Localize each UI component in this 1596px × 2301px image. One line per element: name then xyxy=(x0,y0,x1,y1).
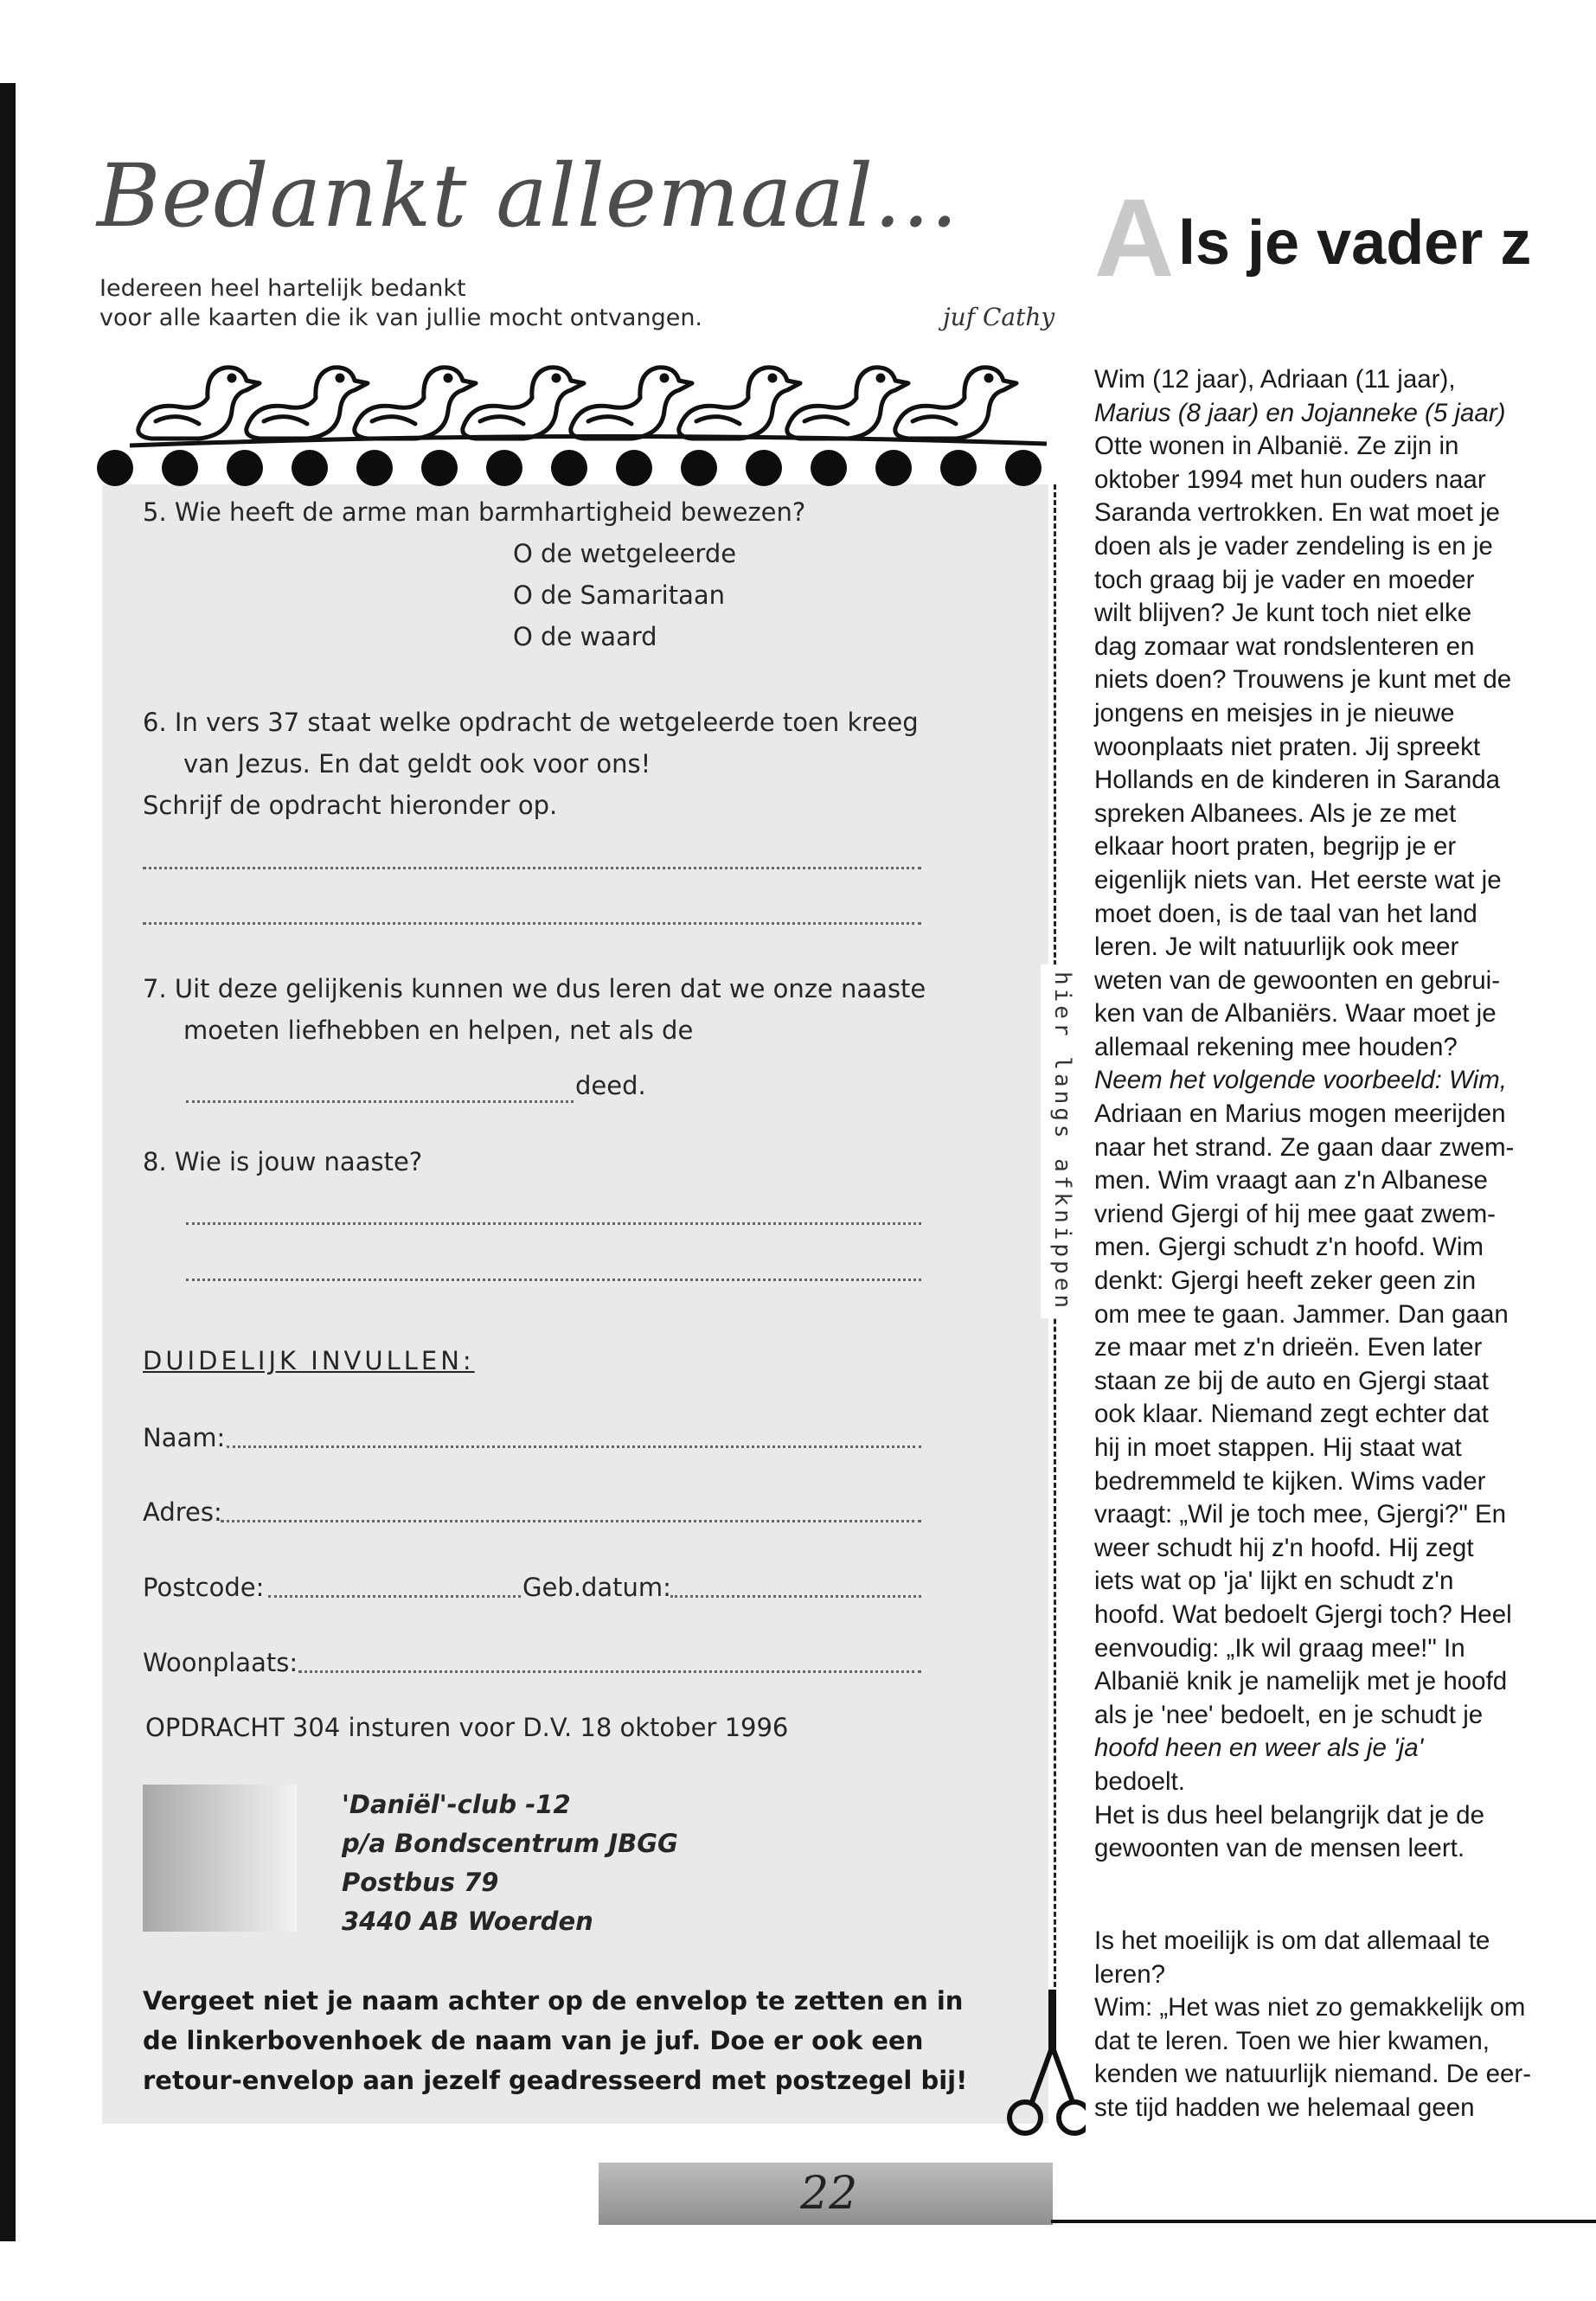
page-edge-bar xyxy=(0,83,16,2241)
article-line: moet doen, is de taal van het land xyxy=(1094,899,1477,928)
article-line: staan ze bij de auto en Gjergi staat xyxy=(1094,1366,1489,1395)
article-line: bedoelt. xyxy=(1094,1766,1185,1796)
article-line: ken van de Albaniërs. Waar moet je xyxy=(1094,999,1497,1029)
article-interview xyxy=(1094,1925,1587,2125)
article-line: Albanië knik je namelijk met je hoofd xyxy=(1094,1667,1508,1696)
thanks-line-2: voor alle kaarten die ik van jullie mocht ontvangen. xyxy=(99,304,703,331)
answer-6-line-2[interactable] xyxy=(143,922,921,925)
envelope-graphic xyxy=(143,1785,297,1932)
article-line: Neem het volgende voorbeeld: Wim, xyxy=(1094,1066,1507,1095)
question-7-line-1: 7. Uit deze gelijkenis kunnen we dus leren dat we onze naaste xyxy=(143,974,926,1003)
warning-line-3: retour-envelop aan jezelf geadresseerd met postzegel bij! xyxy=(143,2066,968,2095)
answer-7-blank[interactable] xyxy=(186,1100,574,1103)
article-line: toch graag bij je vader en moeder xyxy=(1094,565,1475,594)
dot xyxy=(681,450,717,486)
article-line: om mee te gaan. Jammer. Dan gaan xyxy=(1094,1299,1509,1329)
article-line: doen als je vader zendeling is en je xyxy=(1094,531,1493,561)
warning-line-2: de linkerbovenhoek de naam van je juf. Doe er ook een xyxy=(143,2026,924,2055)
article-line: Wim (12 jaar), Adriaan (11 jaar), xyxy=(1094,365,1456,394)
address-label: Adres: xyxy=(143,1497,222,1527)
article-line: eenvoudig: „Ik wil graag mee!" In xyxy=(1094,1633,1465,1663)
signature: juf Cathy xyxy=(943,303,1055,331)
article-line: Marius (8 jaar) en Jojanneke (5 jaar) xyxy=(1094,398,1506,427)
assignment-deadline: OPDRACHT 304 insturen voor D.V. 18 oktober 1996 xyxy=(145,1713,789,1742)
interview-answer: kenden we natuurlijk niemand. De eer- xyxy=(1094,2060,1532,2089)
interview-question: Is het moeilijk is om dat allemaal te xyxy=(1094,1926,1490,1955)
article-line: vraagt: „Wil je toch mee, Gjergi?" En xyxy=(1094,1500,1507,1529)
dot xyxy=(292,450,328,486)
postcode-label: Postcode: xyxy=(143,1573,265,1602)
article-line: als je 'nee' bedoelt, en je schudt je xyxy=(1094,1700,1484,1729)
duck-icon xyxy=(247,368,368,439)
interview-answer: dat te leren. Toen we hier kwamen, xyxy=(1094,2026,1490,2055)
address-line-4: 3440 AB Woerden xyxy=(342,1907,593,1936)
birthdate-field[interactable] xyxy=(670,1595,921,1598)
bottom-rule xyxy=(1051,2220,1596,2223)
dot xyxy=(616,450,652,486)
dot xyxy=(227,450,263,486)
question-7-line-2: moeten liefhebben en helpen, net als de xyxy=(183,1016,694,1045)
article-line: elkaar hoort praten, begrijp je er xyxy=(1094,832,1457,862)
option-samaritaan[interactable]: O de Samaritaan xyxy=(513,580,725,610)
answer-7-suffix: deed. xyxy=(575,1071,646,1100)
duck-icon xyxy=(355,368,476,439)
birthdate-label: Geb.datum: xyxy=(522,1573,671,1602)
interview-answer: Wim: „Het was niet zo gemakkelijk om xyxy=(1094,1993,1526,2022)
article-line: weer schudt hij z'n hoofd. Hij zegt xyxy=(1094,1533,1474,1562)
postcode-field[interactable] xyxy=(268,1595,521,1598)
answer-6-line-1[interactable] xyxy=(143,867,921,869)
form-heading: DUIDELIJK INVULLEN: xyxy=(143,1346,475,1375)
article-line: allemaal rekening mee houden? xyxy=(1094,1032,1458,1061)
article-line: iets wat op 'ja' lijkt en schudt z'n xyxy=(1094,1567,1454,1596)
article-line: oktober 1994 met hun ouders naar xyxy=(1094,465,1486,494)
article-line: eigenlijk niets van. Het eerste wat je xyxy=(1094,865,1502,894)
article-line: Otte wonen in Albanië. Ze zijn in xyxy=(1094,432,1459,461)
article-line: jongens en meisjes in je nieuwe xyxy=(1094,698,1455,727)
article-line: hij in moet stappen. Hij staat wat xyxy=(1094,1433,1462,1462)
interview-answer: ste tijd hadden we helemaal geen xyxy=(1094,2093,1475,2122)
article-line: weten van de gewoonten en gebrui- xyxy=(1094,965,1501,995)
dot xyxy=(940,450,977,486)
duck-icon xyxy=(787,368,908,439)
dot xyxy=(162,450,198,486)
duck-icon xyxy=(895,368,1016,439)
article-line: spreken Albanees. Als je ze met xyxy=(1094,798,1457,828)
article-line: denkt: Gjergi heeft zeker geen zin xyxy=(1094,1266,1477,1296)
option-waard[interactable]: O de waard xyxy=(513,622,657,651)
article-line: Saranda vertrokken. En wat moet je xyxy=(1094,498,1500,528)
residence-label: Woonplaats: xyxy=(143,1648,298,1677)
thanks-line-1: Iedereen heel hartelijk bedankt xyxy=(99,275,466,302)
address-line-1: 'Daniël'-club -12 xyxy=(342,1790,571,1819)
article-line: naar het strand. Ze gaan daar zwem- xyxy=(1094,1132,1515,1162)
dot xyxy=(551,450,587,486)
option-wetgeleerde[interactable]: O de wetgeleerde xyxy=(513,539,737,568)
article-body xyxy=(1094,363,1587,1866)
article-line: woonplaats niet praten. Jij spreekt xyxy=(1094,732,1481,761)
question-6-line-1: 6. In vers 37 staat welke opdracht de wetgeleerde toen kreeg xyxy=(143,708,919,737)
address-line-3: Postbus 79 xyxy=(342,1868,499,1897)
question-6-line-2: van Jezus. En dat geldt ook voor ons! xyxy=(183,749,651,779)
article-line: men. Wim vraagt aan z'n Albanese xyxy=(1094,1166,1488,1195)
scissors-icon xyxy=(990,1990,1086,2141)
residence-field[interactable] xyxy=(298,1670,921,1673)
question-5: 5. Wie heeft de arme man barmhartigheid bewezen? xyxy=(143,497,806,527)
article-line: Het is dus heel belangrijk dat je de xyxy=(1094,1800,1484,1830)
cut-line-label: hier langs afknippen xyxy=(1041,965,1075,1318)
article-line: vriend Gjergi of hij mee gaat zwem- xyxy=(1094,1199,1496,1228)
dot xyxy=(1005,450,1042,486)
article-line: ze maar met z'n drieën. Even later xyxy=(1094,1333,1483,1362)
dot xyxy=(356,450,393,486)
ducks-illustration xyxy=(130,342,1047,458)
answer-8-line-2[interactable] xyxy=(186,1279,921,1281)
dot xyxy=(486,450,522,486)
article-line: gewoonten van de mensen leert. xyxy=(1094,1834,1465,1863)
interview-question: leren? xyxy=(1094,1959,1166,1989)
dot xyxy=(746,450,782,486)
duck-icon xyxy=(138,368,260,439)
dot xyxy=(875,450,912,486)
duck-icon xyxy=(571,368,692,439)
article-title: ls je vader z xyxy=(1178,208,1532,278)
article-line: Adriaan en Marius mogen meerijden xyxy=(1094,1099,1506,1129)
question-8: 8. Wie is jouw naaste? xyxy=(143,1147,423,1176)
article-line: hoofd heen en weer als je 'ja' xyxy=(1094,1734,1424,1763)
question-6-line-3: Schrijf de opdracht hieronder op. xyxy=(143,791,558,820)
duck-icon xyxy=(463,368,584,439)
name-field[interactable] xyxy=(227,1445,921,1448)
address-field[interactable] xyxy=(221,1520,921,1522)
dot xyxy=(811,450,847,486)
article-line: dag zomaar wat rondslenteren en xyxy=(1094,631,1475,661)
article-line: bedremmeld te kijken. Wims vader xyxy=(1094,1466,1486,1496)
duck-icon xyxy=(679,368,800,439)
warning-line-1: Vergeet niet je naam achter op de envelop te zetten en in xyxy=(143,1986,964,2016)
name-label: Naam: xyxy=(143,1423,226,1452)
article-line: ook klaar. Niemand zegt echter dat xyxy=(1094,1400,1489,1429)
thank-you-title: Bedankt allemaal... xyxy=(97,145,959,247)
answer-8-line-1[interactable] xyxy=(186,1222,921,1225)
article-line: men. Gjergi schudt z'n hoofd. Wim xyxy=(1094,1233,1484,1262)
address-line-2: p/a Bondscentrum JBGG xyxy=(342,1829,678,1858)
article-line: wilt blijven? Je kunt toch niet elke xyxy=(1094,599,1472,628)
article-line: Hollands en de kinderen in Saranda xyxy=(1094,766,1501,795)
dot xyxy=(97,450,133,486)
article-line: hoofd. Wat bedoelt Gjergi toch? Heel xyxy=(1094,1599,1512,1629)
dot xyxy=(421,450,458,486)
drop-letter: A xyxy=(1094,176,1175,300)
article-line: niets doen? Trouwens je kunt met de xyxy=(1094,665,1512,695)
page-number: 22 xyxy=(800,2168,858,2220)
article-line: leren. Je wilt natuurlijk ook meer xyxy=(1094,933,1459,962)
